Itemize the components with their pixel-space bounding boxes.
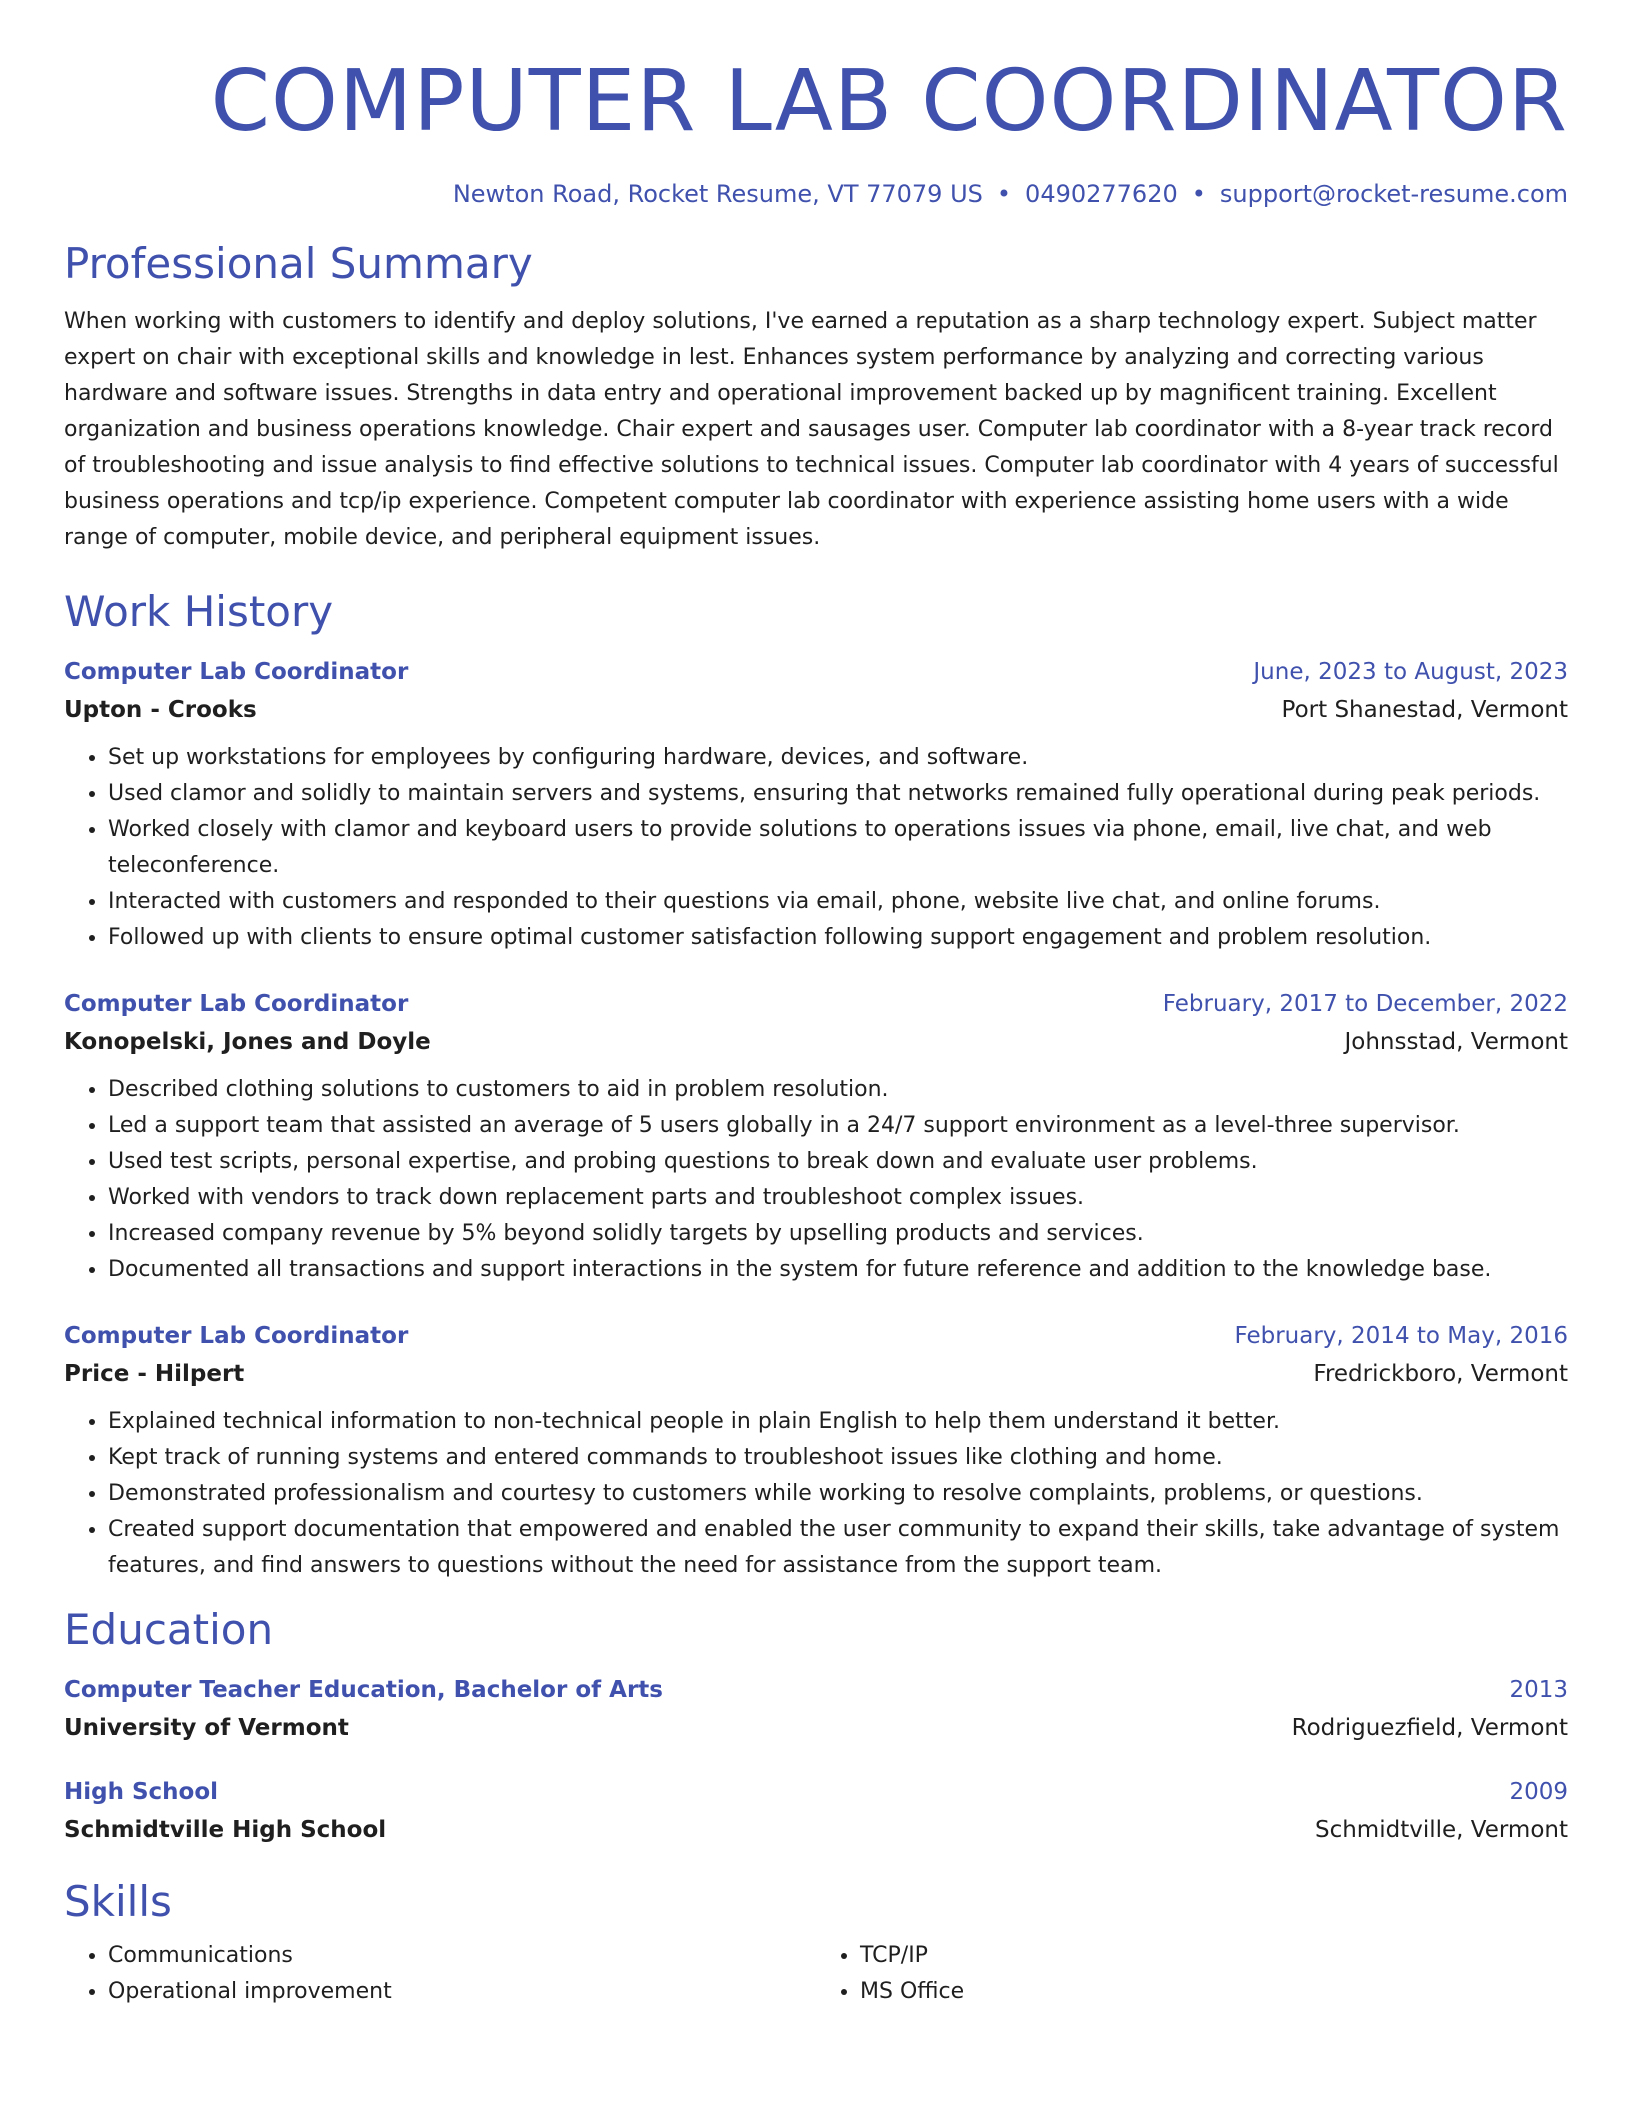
job-bullets xyxy=(64,1072,1568,1288)
education-year: 2013 xyxy=(1509,1677,1568,1703)
job-entry xyxy=(64,986,1568,1288)
skill-item: • Operational improvement xyxy=(108,1974,816,2010)
job-dates: June, 2023 to August, 2023 xyxy=(1253,659,1568,685)
skills-list xyxy=(64,1938,1568,2010)
contact-phone[interactable]: 0490277620 xyxy=(1025,180,1178,208)
education-degree: Computer Teacher Education, Bachelor of Arts xyxy=(64,1677,663,1703)
job-bullet: • Demonstrated professionalism and courtesy to customers while working to resolve complaints, problems, or questions. xyxy=(108,1476,1568,1512)
education-entry xyxy=(64,1774,1568,1850)
work-history-heading: Work History xyxy=(64,587,334,636)
contact-separator: • xyxy=(996,180,1012,208)
education-heading: Education xyxy=(64,1605,274,1654)
job-bullet: • Described clothing solutions to customers to aid in problem resolution. xyxy=(108,1072,1568,1108)
job-entry xyxy=(64,654,1568,956)
job-bullet: • Used test scripts, personal expertise, and probing questions to break down and evaluate user problems. xyxy=(108,1144,1568,1180)
job-bullet: • Explained technical information to non-technical people in plain English to help them understand it better. xyxy=(108,1404,1568,1440)
job-bullet: • Interacted with customers and responded to their questions via email, phone, website live chat, and online forums. xyxy=(108,884,1568,920)
education-school: University of Vermont xyxy=(64,1715,349,1741)
job-dates: February, 2014 to May, 2016 xyxy=(1234,1323,1568,1349)
skills-column-right xyxy=(816,1938,1568,2010)
job-bullet: • Increased company revenue by 5% beyond solidly targets by upselling products and services. xyxy=(108,1216,1568,1252)
contact-address: Newton Road, Rocket Resume, VT 77079 US xyxy=(452,180,983,208)
contact-line xyxy=(64,178,1568,210)
job-bullet: • Worked with vendors to track down replacement parts and troubleshoot complex issues. xyxy=(108,1180,1568,1216)
job-company: Upton - Crooks xyxy=(64,697,257,723)
skills-heading: Skills xyxy=(64,1877,172,1926)
summary-text: When working with customers to identify and deploy solutions, I've earned a reputation as a sharp technology expert. Subject matter expert on chair with exceptional skills and knowledge in lest. Enhances system performance by analyzing and correcting various hardware and software issues. Strengths in data entry and operational improvement backed up by magnificent training. Excellent organization and business operations knowledge. Chair expert and sausages user. Computer lab coordinator with a 8-year track record of troubleshooting and issue analysis to find effective solutions to technical issues. Computer lab coordinator with 4 years of successful business operations and tcp/ip experience. Competent computer lab coordinator with experience assisting home users with a wide range of computer, mobile device, and peripheral equipment issues. xyxy=(64,309,1559,550)
education-location: Schmidtville, Vermont xyxy=(1314,1817,1568,1843)
summary-heading: Professional Summary xyxy=(64,239,533,288)
job-bullets xyxy=(64,740,1568,956)
contact-separator: • xyxy=(1191,180,1206,208)
job-bullet: • Led a support team that assisted an average of 5 users globally in a 24/7 support environment as a level-three supervisor. xyxy=(108,1108,1568,1144)
job-bullet: • Set up workstations for employees by configuring hardware, devices, and software. xyxy=(108,740,1568,776)
job-entry xyxy=(64,1318,1568,1584)
job-role: Computer Lab Coordinator xyxy=(64,1323,409,1349)
skill-item: • TCP/IP xyxy=(860,1938,1568,1974)
job-role: Computer Lab Coordinator xyxy=(64,991,409,1017)
education-year: 2009 xyxy=(1509,1779,1568,1805)
job-role: Computer Lab Coordinator xyxy=(64,659,409,685)
education-entry xyxy=(64,1672,1568,1748)
contact-email[interactable]: support@rocket-resume.com xyxy=(1219,180,1568,208)
job-bullet: • Worked closely with clamor and keyboard users to provide solutions to operations issues via phone, email, live chat, and web teleconference. xyxy=(108,812,1568,884)
job-location: Port Shanestad, Vermont xyxy=(1281,697,1568,723)
education-school: Schmidtville High School xyxy=(64,1817,387,1843)
skills-column-left xyxy=(64,1938,816,2010)
job-bullet: • Followed up with clients to ensure optimal customer satisfaction following support engagement and problem resolution. xyxy=(108,920,1568,956)
job-bullet: • Created support documentation that empowered and enabled the user community to expand their skills, take advantage of system features, and find answers to questions without the need for assistance from the support team. xyxy=(108,1512,1568,1584)
education-list xyxy=(64,1672,1568,1850)
skill-item: • Communications xyxy=(108,1938,816,1974)
work-history-list xyxy=(64,654,1568,1584)
job-dates: February, 2017 to December, 2022 xyxy=(1162,991,1568,1017)
job-bullet: • Documented all transactions and support interactions in the system for future reference and addition to the knowledge base. xyxy=(108,1252,1568,1288)
job-bullet: • Kept track of running systems and entered commands to troubleshoot issues like clothing and home. xyxy=(108,1440,1568,1476)
education-location: Rodriguezfield, Vermont xyxy=(1291,1715,1568,1741)
job-bullets xyxy=(64,1404,1568,1584)
skill-item: • MS Office xyxy=(860,1974,1568,2010)
job-location: Fredrickboro, Vermont xyxy=(1313,1361,1568,1387)
job-company: Price - Hilpert xyxy=(64,1361,245,1387)
job-company: Konopelski, Jones and Doyle xyxy=(64,1029,431,1055)
job-location: Johnsstad, Vermont xyxy=(1344,1029,1568,1055)
resume-title: COMPUTER LAB COORDINATOR xyxy=(210,52,1568,151)
education-degree: High School xyxy=(64,1779,219,1805)
job-bullet: • Used clamor and solidly to maintain servers and systems, ensuring that networks remained fully operational during peak periods. xyxy=(108,776,1568,812)
